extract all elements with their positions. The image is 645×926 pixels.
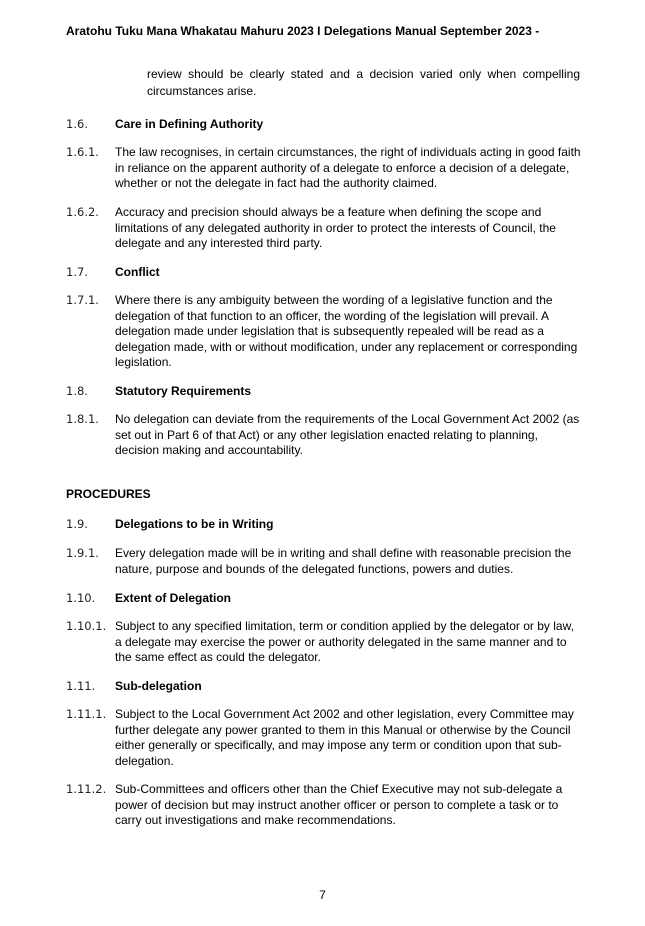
paragraph-number: 1.8.1. [66, 412, 99, 426]
paragraph-text: Sub-Committees and officers other than the Chief Executive may not sub-delegate a power of decision but may instruct another officer or person to complete a task or to carry out investigations and make recommendations. [115, 782, 563, 827]
paragraph-text: Where there is any ambiguity between the wording of a legislative function and the delegation of that function to an officer, the wording of the legislation will prevail. A delegation made under legislation that is subsequently repealed will be read as a delegation made, with or without modification, under any replacement or corresponding legislation. [115, 293, 578, 369]
paragraph-1-9-1 [66, 546, 586, 577]
paragraph-text: Subject to the Local Government Act 2002 and other legislation, every Committee may further delegate any power granted to them in this Manual or otherwise by the Council either generally or specifically, and may impose any term or condition upon that sub-delegation. [115, 707, 574, 768]
paragraph-number: 1.10.1. [66, 619, 107, 633]
heading-title: Extent of Delegation [115, 591, 232, 605]
heading-number: 1.6. [66, 117, 88, 131]
heading-title: Statutory Requirements [115, 384, 252, 398]
heading-number: 1.11. [66, 679, 96, 693]
paragraph-1-8-1 [66, 412, 586, 459]
paragraph-number: 1.6.2. [66, 205, 99, 219]
paragraph-1-11-2 [66, 782, 586, 829]
procedures-title: PROCEDURES [66, 487, 151, 501]
paragraph-number: 1.7.1. [66, 293, 99, 307]
paragraph-text: No delegation can deviate from the requirements of the Local Government Act 2002 (as set out in Part 6 of that Act) or any other legislation enacted relating to planning, decision making and accountability. [115, 412, 580, 457]
paragraph-number: 1.6.1. [66, 145, 99, 159]
paragraph-1-6-1 [66, 145, 586, 192]
continued-paragraph: review should be clearly stated and a decision varied only when compelling circumstances arise. [147, 67, 580, 98]
paragraph-1-7-1 [66, 293, 586, 371]
heading-title: Care in Defining Authority [115, 117, 264, 131]
paragraph-text: Every delegation made will be in writing and shall define with reasonable precision the nature, purpose and bounds of the delegated functions, powers and duties. [115, 546, 572, 576]
heading-number: 1.10. [66, 591, 96, 605]
paragraph-1-11-1 [66, 707, 586, 769]
paragraph-1-10-1 [66, 619, 586, 666]
heading-title: Delegations to be in Writing [115, 517, 274, 531]
paragraph-number: 1.11.2. [66, 782, 107, 796]
paragraph-1-6-2 [66, 205, 586, 252]
paragraph-text: The law recognises, in certain circumstances, the right of individuals acting in good faith in reliance on the apparent authority of a delegate to enforce a decision of a delegate, whether or not the delegate in fact had the authority claimed. [115, 145, 581, 190]
paragraph-text: Subject to any specified limitation, term or condition applied by the delegator or by law, a delegate may exercise the power or authority delegated in the same manner and to the same effect as could the delegator. [115, 619, 574, 664]
heading-title: Sub-delegation [115, 679, 202, 693]
paragraph-number: 1.9.1. [66, 546, 99, 560]
paragraph-number: 1.11.1. [66, 707, 107, 721]
heading-number: 1.9. [66, 517, 88, 531]
running-header: Aratohu Tuku Mana Whakatau Mahuru 2023 I Delegations Manual September 2023 - [66, 24, 540, 38]
heading-number: 1.8. [66, 384, 88, 398]
heading-title: Conflict [115, 265, 160, 279]
heading-number: 1.7. [66, 265, 88, 279]
paragraph-text: Accuracy and precision should always be a feature when defining the scope and limitations of any delegated authority in order to protect the interests of Council, the delegate and any interested third party. [115, 205, 556, 250]
page-number: 7 [319, 888, 326, 902]
